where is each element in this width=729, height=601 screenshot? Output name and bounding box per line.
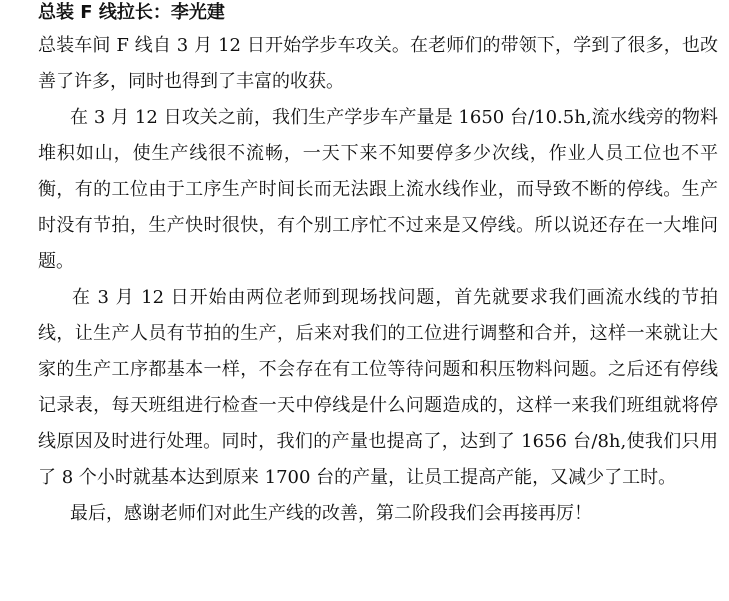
paragraph-before-improvement: 在 3 月 12 日攻关之前，我们生产学步车产量是 1650 台/10.5h,流水线旁的物料堆积如山，使生产线很不流畅，一天下来不知要停多少次线，作业人员工位也不平衡，有的工位由于工序生产时间长而无法跟上流水线作业，而导致不断的停线。生产时没有节拍，生产快时很快，有个别工序忙不过来是又停线。所以说还存在一大堆问题。	[38, 107, 718, 272]
paragraph-closing: 最后，感谢老师们对此生产线的改善，第二阶段我们会再接再厉！	[70, 503, 592, 524]
paragraph-intro: 总装车间 F 线自 3 月 12 日开始学步车攻关。在老师们的带领下，学到了很多，也改善了许多，同时也得到了丰富的收获。	[38, 35, 718, 92]
document-body	[38, 0, 718, 532]
document-title: 总装 F 线拉长：李光建	[38, 2, 225, 23]
paragraph-improvement-process: 在 3 月 12 日开始由两位老师到现场找问题，首先就要求我们画流水线的节拍线，让生产人员有节拍的生产，后来对我们的工位进行调整和合并，这样一来就让大家的生产工序都基本一样，不会存在有工位等待问题和积压物料问题。之后还有停线记录表，每天班组进行检查一天中停线是什么问题造成的，这样一来我们班组就将停线原因及时进行处理。同时，我们的产量也提高了，达到了 1656 台/8h,使我们只用了 8 个小时就基本达到原来 1700 台的产量，让员工提高产能，又减少了工时。	[38, 287, 718, 488]
